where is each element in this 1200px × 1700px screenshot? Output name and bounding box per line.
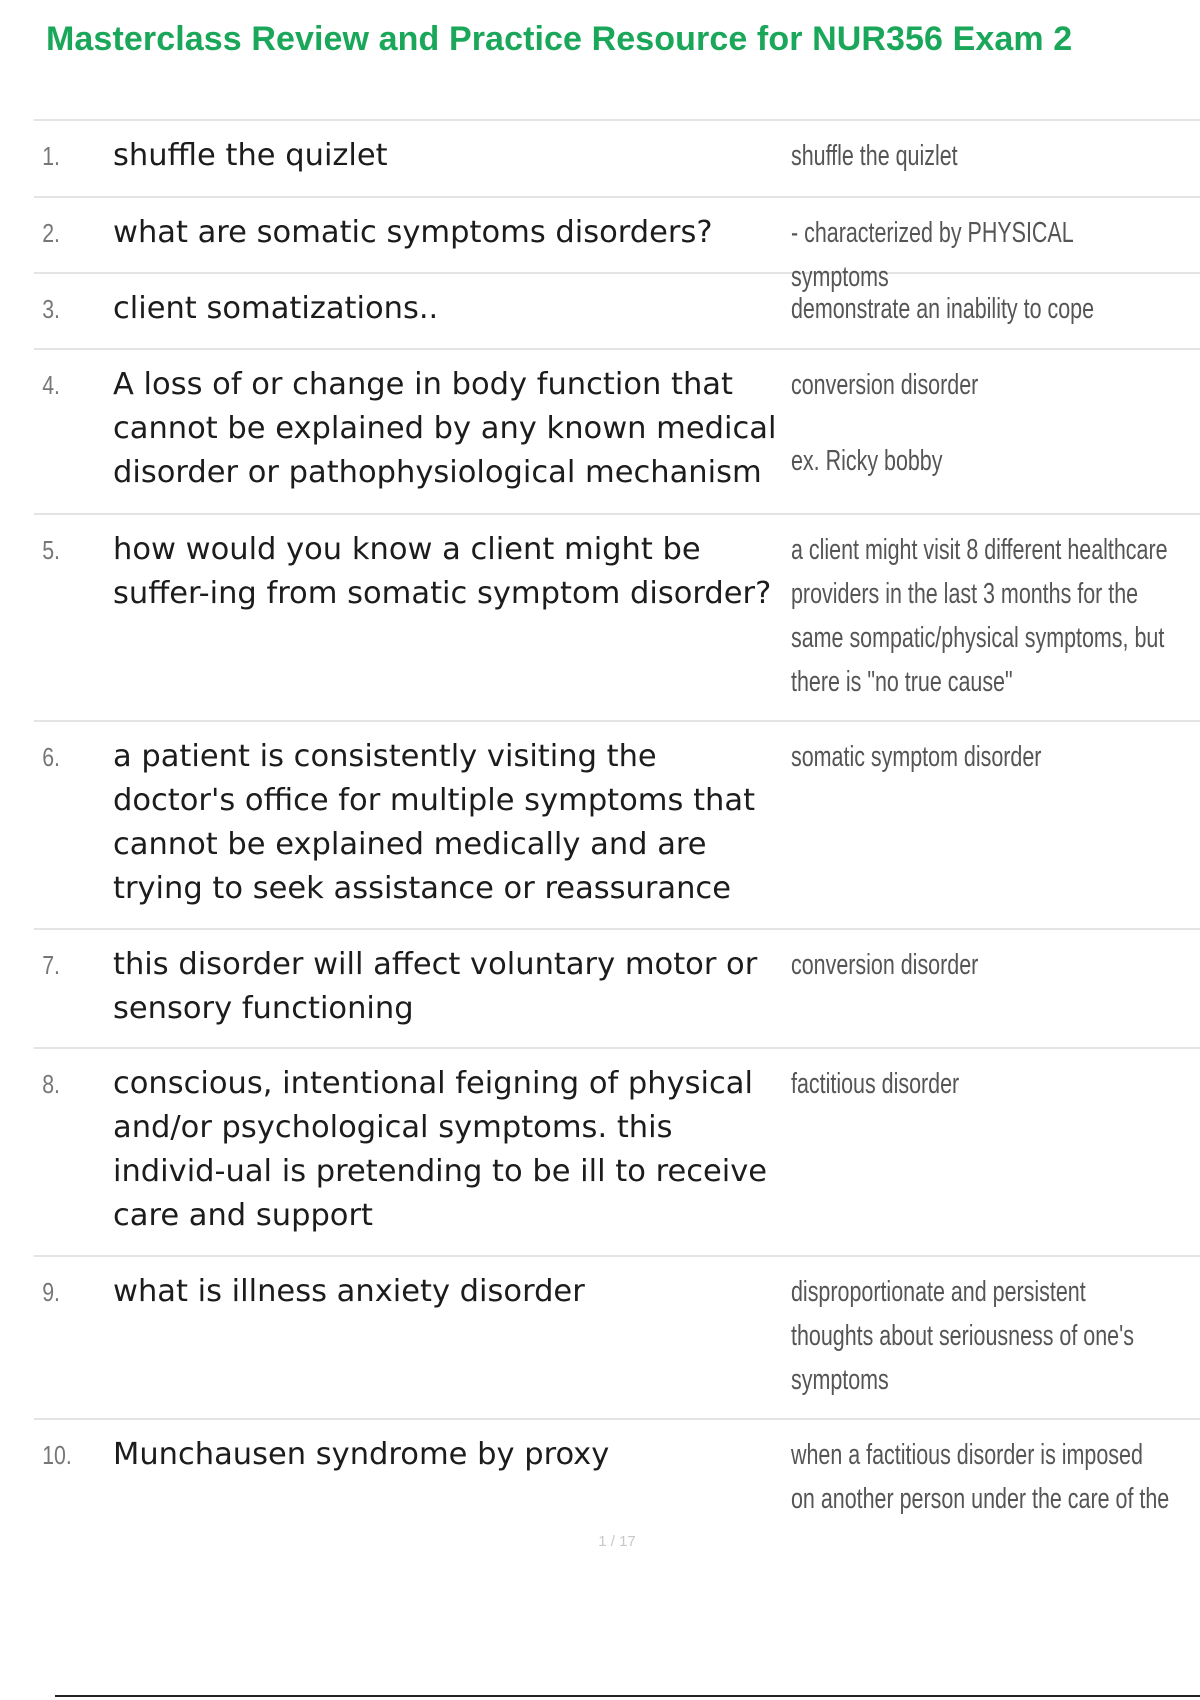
table-row [34,350,1200,515]
row-definition: when a factitious disorder is imposed on another person under the care of the [791,1439,1170,1515]
row-number: 1. [42,141,60,171]
row-term: conscious, intentional feigning of physical and/or psychological symptoms. this individ-ual is pretending to be ill to receive care and support [113,1066,768,1233]
row-number: 2. [42,218,60,248]
row-number: 8. [42,1069,60,1099]
row-definition: factitious disorder [791,1068,960,1100]
row-term: A loss of or change in body function that cannot be explained by any known medical disorder or pathophysiological mechanism [113,367,777,490]
row-term: what are somatic symptoms disorders? [113,215,713,250]
row-definition: demonstrate an inability to cope [791,293,1095,325]
row-number: 4. [42,370,60,400]
table-row [34,515,1200,722]
row-definition: conversion disorder ex. Ricky bobby [791,369,979,477]
footer-divider [55,1695,1200,1697]
row-definition: conversion disorder [791,949,979,981]
row-term: a patient is consistently visiting the doctor's office for multiple symptoms that cannot be explained medically and are trying to seek assistance or reassurance [113,739,756,906]
row-term: this disorder will affect voluntary motor or sensory functioning [113,947,758,1026]
table-row [34,930,1200,1049]
row-term: shuffle the quizlet [113,138,388,173]
row-number: 7. [42,950,60,980]
row-number: 6. [42,742,60,772]
row-number: 9. [42,1277,60,1307]
row-definition: shuffle the quizlet [791,140,958,172]
row-definition: a client might visit 8 different healthcare providers in the last 3 months for the same sompatic/physical symptoms, but there is "no true cause" [791,534,1168,698]
table-row [34,274,1200,350]
row-definition: - characterized by PHYSICAL symptoms [791,217,1073,293]
row-number: 10. [42,1440,72,1470]
row-term: Munchausen syndrome by proxy [113,1437,610,1472]
table-row [34,198,1200,293]
table-row [34,722,1200,930]
row-term: how would you know a client might be suffer-ing from somatic symptom disorder? [113,532,772,611]
row-term: what is illness anxiety disorder [113,1274,585,1309]
page-number: 1 / 17 [598,1533,636,1550]
document-title: Masterclass Review and Practice Resource for NUR356 Exam 2 [46,20,1073,58]
row-number: 5. [42,535,60,565]
row-number: 3. [42,294,60,324]
table-row [34,1420,1200,1520]
table-row [34,121,1200,198]
table-row [34,1257,1200,1420]
row-term: client somatizations.. [113,291,439,326]
table-row [34,1049,1200,1257]
row-definition: disproportionate and persistent thoughts about seriousness of one's symptoms [791,1276,1134,1396]
row-definition: somatic symptom disorder [791,741,1042,773]
flashcard-table [34,119,1200,1520]
